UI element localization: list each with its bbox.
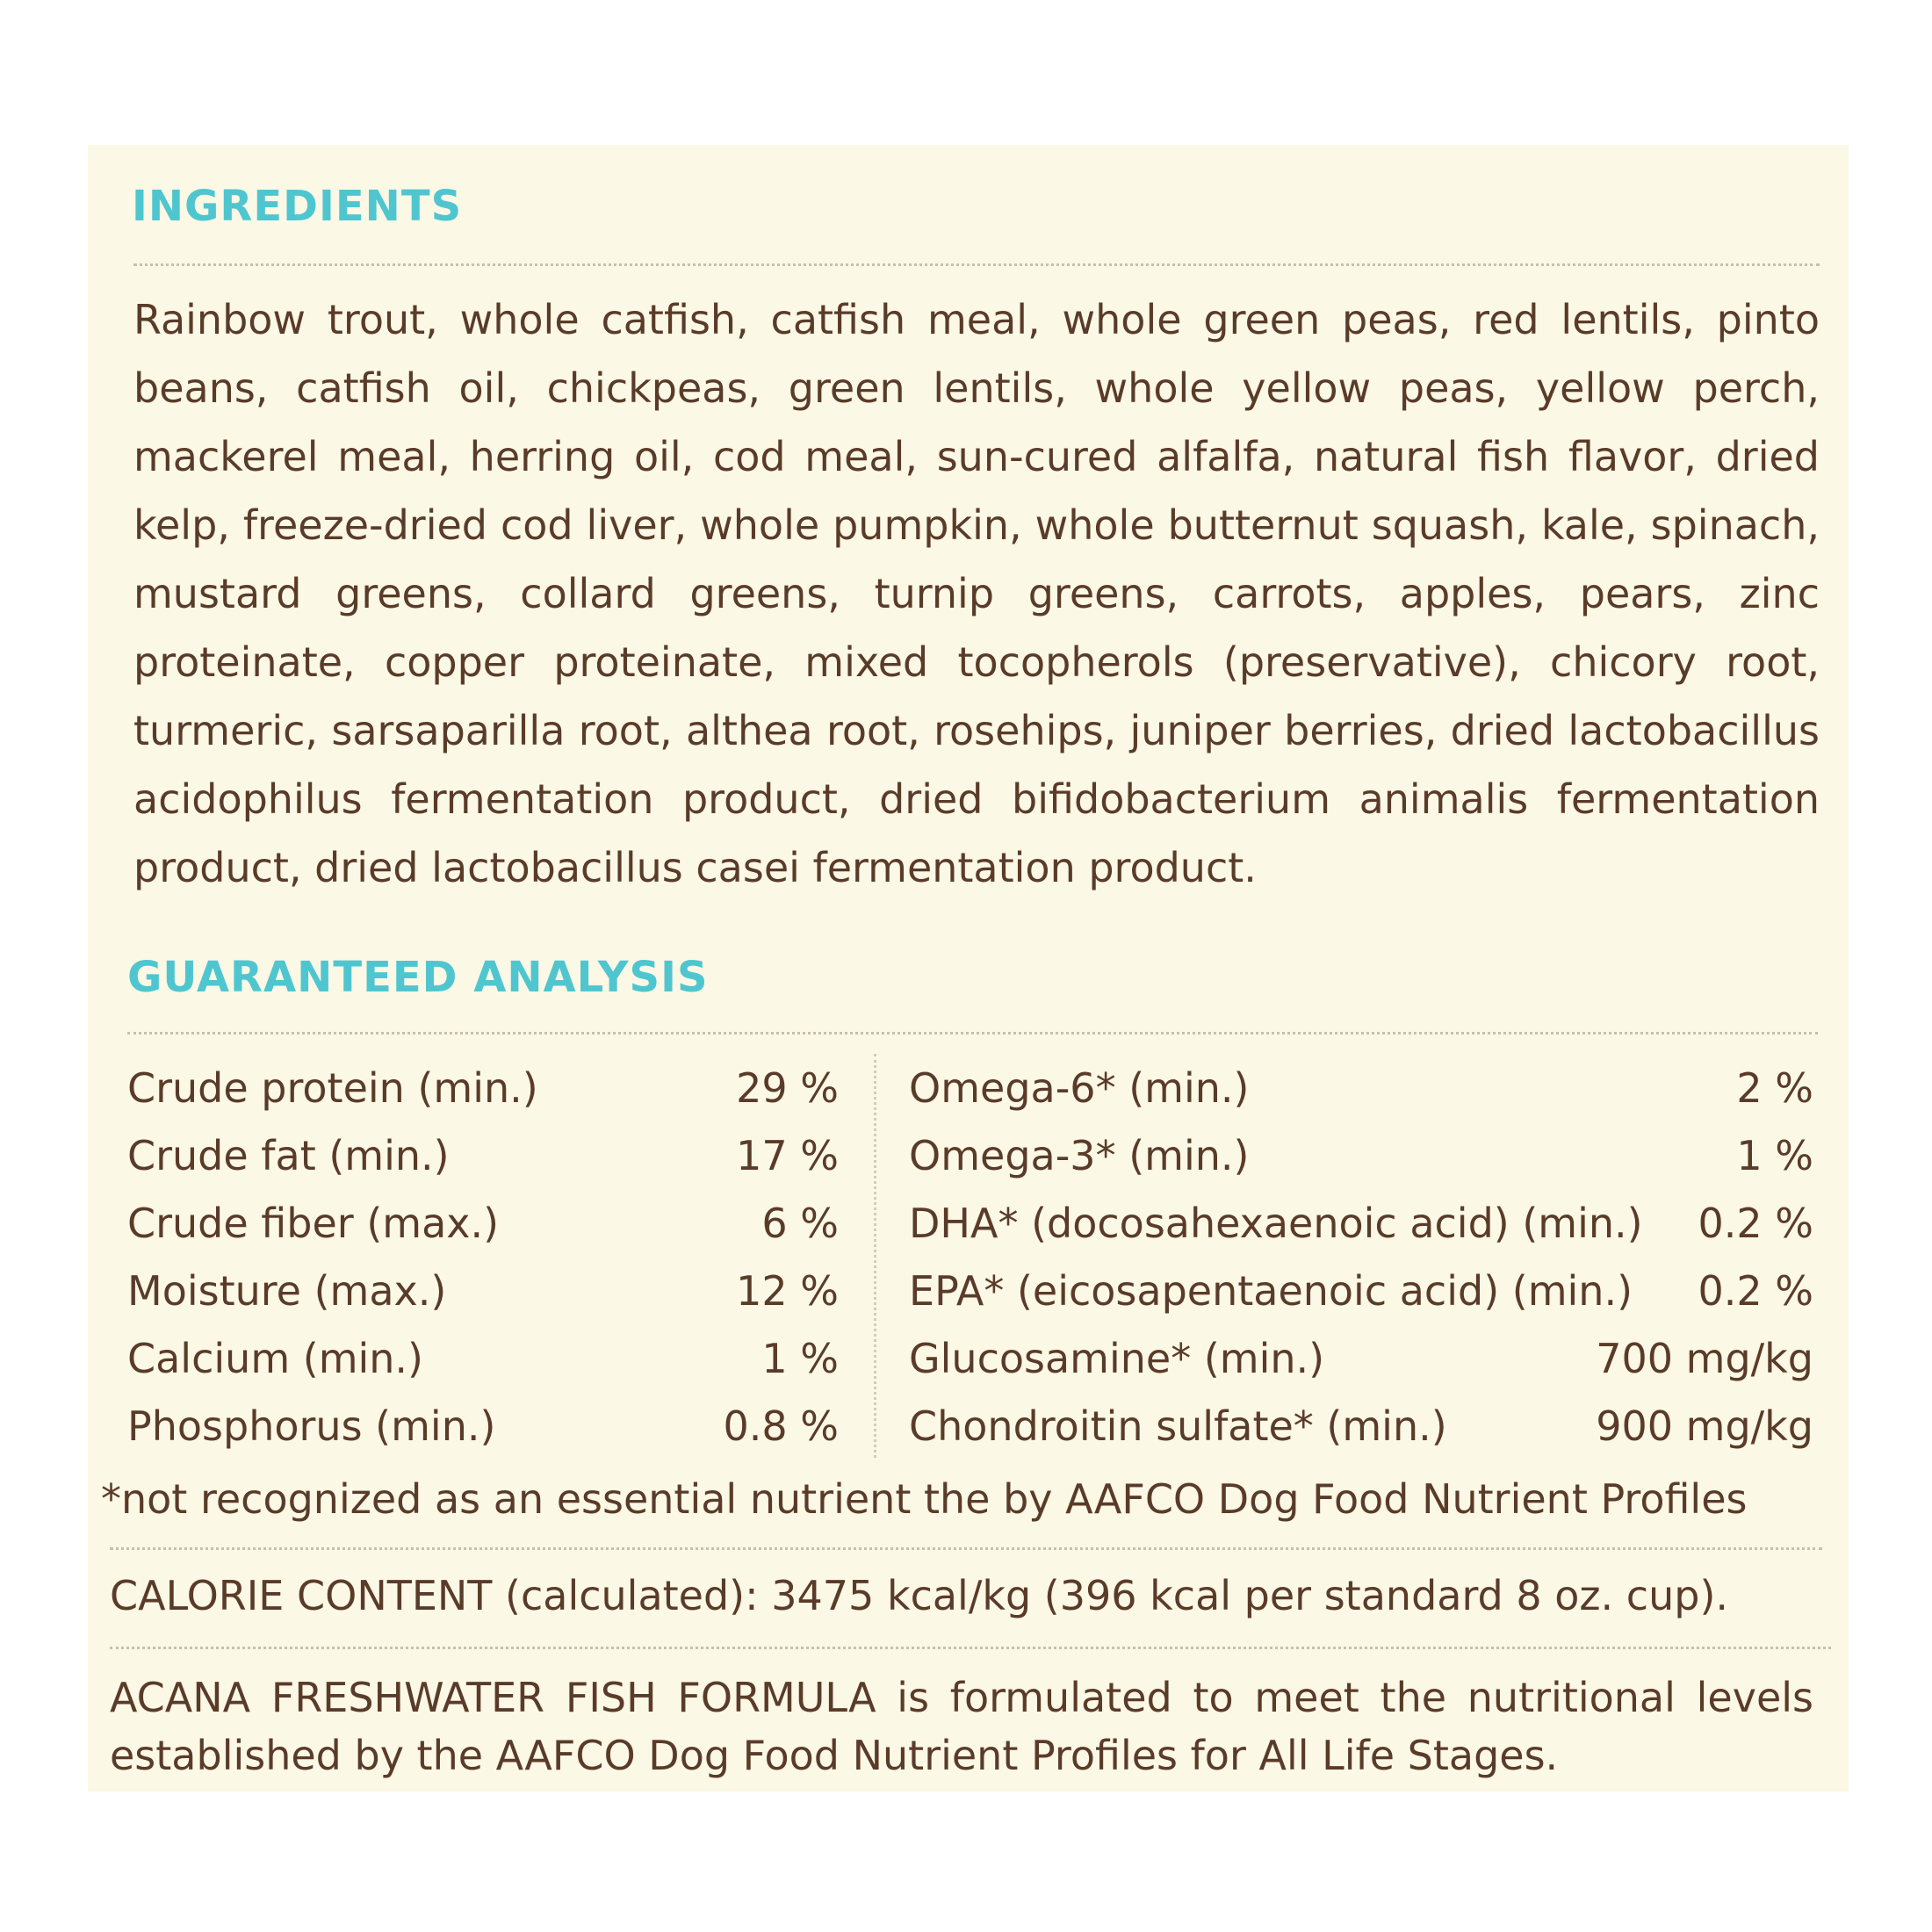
nutrient-value: 700 mg/kg (1596, 1334, 1813, 1382)
analysis-left-column (127, 1054, 839, 1460)
analysis-row (127, 1054, 839, 1121)
nutrient-value: 2 % (1736, 1063, 1813, 1112)
divider (110, 1547, 1822, 1550)
ingredients-text: Rainbow trout, whole catfish, catfish meal, whole green peas, red lentils, pinto beans, catfish oil, chickpeas, green lentils, whole yellow peas, yellow perch, mackerel meal, herring oil, cod meal, sun-cured alfalfa, natural fish flavor, dried kelp, freeze-dried cod liver, whole pumpkin, whole butternut squash, kale, spinach, mustard greens, collard greens, turnip greens, carrots, apples, pears, zinc proteinate, copper proteinate, mixed tocopherols (preservative), chicory root, turmeric, sarsaparilla root, althea root, rosehips, juniper berries, dried lactobacillus acidophilus fermentation product, dried bifidobacterium animalis fermentation product, dried lactobacillus casei fermentation product. (133, 296, 1820, 891)
nutrient-value: 0.2 % (1698, 1266, 1813, 1315)
analysis-right-column (909, 1054, 1813, 1460)
nutrient-label: Glucosamine* (min.) (909, 1334, 1325, 1382)
nutrient-value: 0.8 % (723, 1402, 839, 1450)
analysis-row (909, 1324, 1813, 1392)
nutrient-value: 0.2 % (1698, 1199, 1813, 1247)
analysis-row (909, 1121, 1813, 1189)
nutrient-label: DHA* (docosahexaenoic acid) (min.) (909, 1199, 1643, 1247)
nutrient-label: Crude protein (min.) (127, 1063, 538, 1112)
nutrient-label: Crude fat (min.) (127, 1131, 450, 1179)
nutrient-label: Crude fiber (max.) (127, 1199, 500, 1247)
nutrient-value: 6 % (761, 1199, 839, 1247)
analysis-row (127, 1189, 839, 1257)
nutrient-value: 900 mg/kg (1596, 1402, 1813, 1450)
nutrient-value: 17 % (736, 1131, 839, 1179)
nutrient-value: 1 % (761, 1334, 839, 1382)
divider (127, 1032, 1818, 1034)
nutrient-label: Calcium (min.) (127, 1334, 424, 1382)
nutrient-label: Omega-3* (min.) (909, 1131, 1250, 1179)
analysis-row (127, 1121, 839, 1189)
nutrient-label: Moisture (max.) (127, 1266, 447, 1315)
ingredients-heading: INGREDIENTS (132, 182, 463, 231)
label-panel (88, 145, 1849, 1791)
nutrient-value: 12 % (736, 1266, 839, 1315)
analysis-row (909, 1257, 1813, 1324)
divider (133, 263, 1820, 266)
analysis-row (127, 1324, 839, 1392)
calorie-content: CALORIE CONTENT (calculated): 3475 kcal/kg (396 kcal per standard 8 oz. cup). (110, 1572, 1729, 1619)
nutrient-label: Phosphorus (min.) (127, 1402, 496, 1450)
column-divider (874, 1054, 876, 1458)
footnote: *not recognized as an essential nutrient the by AAFCO Dog Food Nutrient Profiles (101, 1475, 1748, 1523)
nutrient-label: Chondroitin sulfate* (min.) (909, 1402, 1447, 1450)
guaranteed-analysis-heading: GUARANTEED ANALYSIS (127, 953, 709, 1002)
nutrient-value: 1 % (1736, 1131, 1813, 1179)
analysis-row (909, 1392, 1813, 1460)
nutrient-value: 29 % (736, 1063, 839, 1112)
aafco-statement: ACANA FRESHWATER FISH FORMULA is formulated to meet the nutritional levels established by the AAFCO Dog Food Nutrient Profiles for All Life Stages. (110, 1674, 1813, 1779)
analysis-row (909, 1189, 1813, 1257)
analysis-row (127, 1257, 839, 1324)
analysis-row (127, 1392, 839, 1460)
nutrient-label: Omega-6* (min.) (909, 1063, 1250, 1112)
nutrient-label: EPA* (eicosapentaenoic acid) (min.) (909, 1266, 1633, 1315)
divider (110, 1647, 1831, 1649)
analysis-row (909, 1054, 1813, 1121)
